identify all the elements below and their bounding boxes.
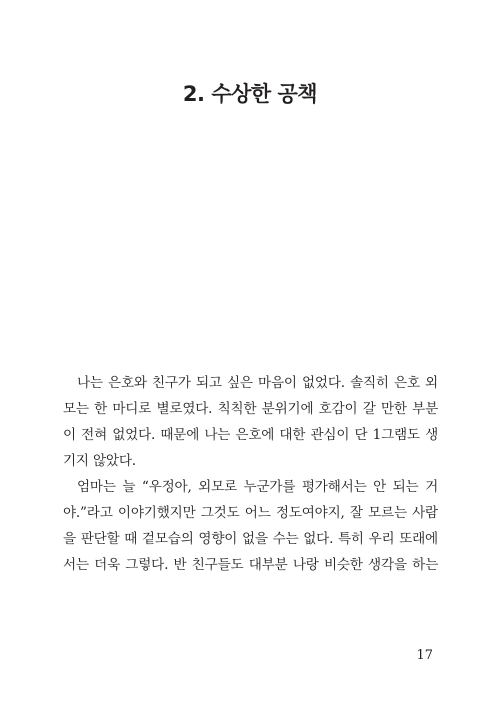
paragraph-2-line-1: 엄마는 늘 “우정아, 외모로 누군가를 평가해서는 안 되는 거 bbox=[77, 479, 438, 495]
body-text bbox=[63, 370, 438, 578]
paragraph-2-line-2: 야.”라고 이야기했지만 그것도 어느 정도여야지, 잘 모르는 사람 bbox=[63, 505, 438, 521]
paragraph-1-line-2: 모는 한 마디로 별로였다. 칙칙한 분위기에 호감이 갈 만한 부분 bbox=[63, 401, 438, 417]
paragraph-1-line-4: 기지 않았다. bbox=[63, 453, 136, 469]
page-number: 17 bbox=[416, 648, 433, 663]
paragraph-2-line-3: 을 판단할 때 겉모습의 영향이 없을 수는 없다. 특히 우리 또래에 bbox=[63, 531, 438, 547]
chapter-title: 2. 수상한 공책 bbox=[182, 82, 318, 106]
paragraph-1-line-3: 이 전혀 없었다. 때문에 나는 은호에 대한 관심이 단 1그램도 생 bbox=[63, 427, 438, 443]
paragraph-2-line-4: 서는 더욱 그렇다. 반 친구들도 대부분 나랑 비슷한 생각을 하는 bbox=[63, 557, 438, 573]
paragraph-1-line-1: 나는 은호와 친구가 되고 싶은 마음이 없었다. 솔직히 은호 외 bbox=[77, 375, 438, 391]
